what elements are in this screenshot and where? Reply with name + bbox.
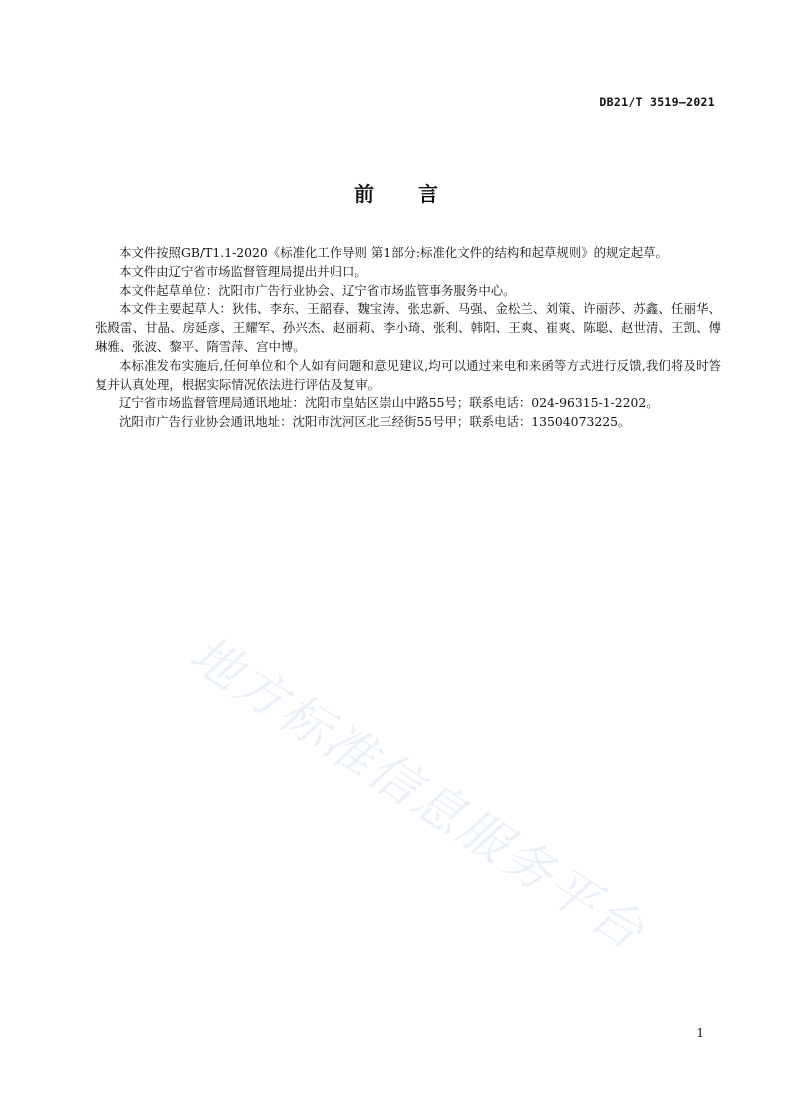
foreword-content bbox=[95, 244, 721, 432]
paragraph-proposer: 本文件由辽宁省市场监督管理局提出并归口。 bbox=[119, 263, 367, 279]
page-title: 前言 bbox=[354, 182, 482, 206]
paragraph-drafting-units: 本文件起草单位：沈阳市广告行业协会、辽宁省市场监管事务服务中心。 bbox=[119, 282, 516, 298]
paragraph-drafters: 本文件主要起草人：狄伟、李东、王韶春、魏宝涛、张忠新、马强、金松兰、刘策、许丽莎、苏鑫、任丽华、张殿雷、甘晶、房延彦、王耀军、孙兴杰、赵丽莉、李小琦、张利、韩阳、王爽、崔爽、陈聪、赵世清、王凯、傅琳雅、张波、黎平、隋雪萍、宫中博。 bbox=[95, 301, 721, 354]
standard-code: DB21/T 3519—2021 bbox=[599, 95, 715, 109]
paragraph-contact-association: 沈阳市广告行业协会通讯地址：沈阳市沈河区北三经街55号甲；联系电话：13504073225。 bbox=[119, 414, 631, 430]
watermark-text: 地方标准信息服务平台 bbox=[179, 624, 656, 963]
paragraph-contact-bureau: 辽宁省市场监督管理局通讯地址：沈阳市皇姑区崇山中路55号；联系电话：024-96315-1-2202。 bbox=[119, 395, 659, 411]
paragraph-drafting-rules: 本文件按照GB/T1.1-2020《标准化工作导则 第1部分:标准化文件的结构和起草规则》的规定起草。 bbox=[119, 245, 668, 260]
page-number: 1 bbox=[696, 1026, 704, 1040]
paragraph-feedback: 本标准发布实施后,任何单位和个人如有问题和意见建议,均可以通过来电和来函等方式进行反馈,我们将及时答复并认真处理，根据实际情况依法进行评估及复审。 bbox=[95, 357, 721, 392]
